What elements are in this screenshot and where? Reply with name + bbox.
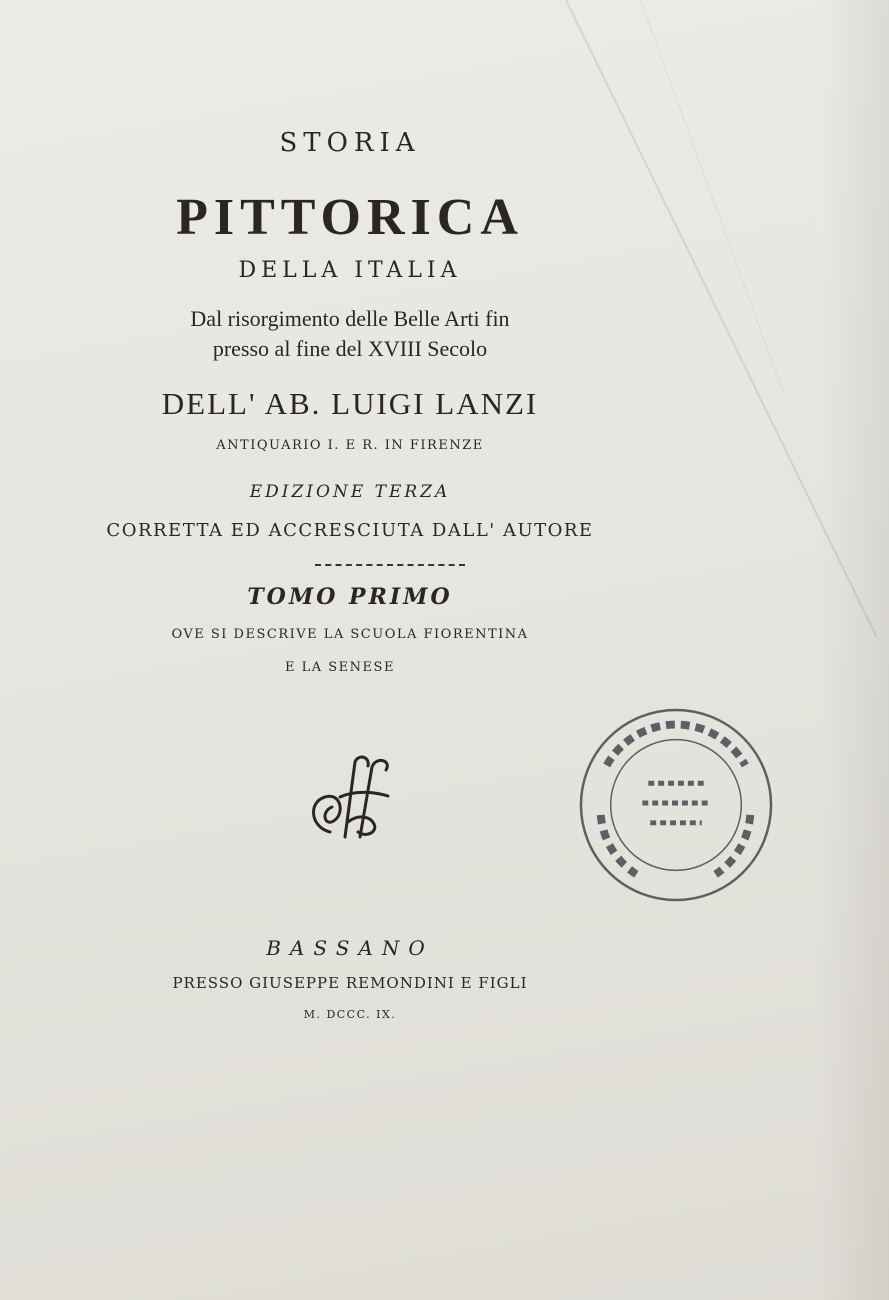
subtitle-line-1: Dal risorgimento delle Belle Arti fin	[190, 306, 510, 331]
edition-statement: EDIZIONE TERZA	[249, 482, 451, 502]
title-line-pittorica: PITTORICA	[176, 189, 524, 246]
edition-note: CORRETTA ED ACCRESCIUTA DALL' AUTORE	[106, 520, 594, 541]
imprint-date: M. DCCC. IX.	[303, 1008, 397, 1021]
imprint-publisher: PRESSO GIUSEPPE REMONDINI E FIGLI	[172, 974, 528, 992]
paper-crease	[640, 0, 785, 395]
ornamental-rule	[315, 564, 465, 566]
library-stamp-icon	[577, 706, 775, 904]
volume-description-2: E LA SENESE	[285, 660, 395, 675]
author-title: ANTIQUARIO I. E R. IN FIRENZE	[216, 438, 484, 453]
title-line-storia: STORIA	[279, 128, 421, 158]
subtitle-line-2: presso al fine del XVIII Secolo	[212, 336, 488, 361]
imprint-place: BASSANO	[266, 936, 434, 960]
title-line-della-italia: DELLA ITALIA	[238, 258, 462, 283]
page-edge-shadow	[819, 0, 889, 1300]
volume-label: TOMO PRIMO	[247, 584, 453, 610]
monogram-icon	[300, 752, 400, 842]
author-name: DELL' AB. LUIGI LANZI	[161, 386, 539, 421]
volume-description-1: OVE SI DESCRIVE LA SCUOLA FIORENTINA	[171, 627, 529, 642]
